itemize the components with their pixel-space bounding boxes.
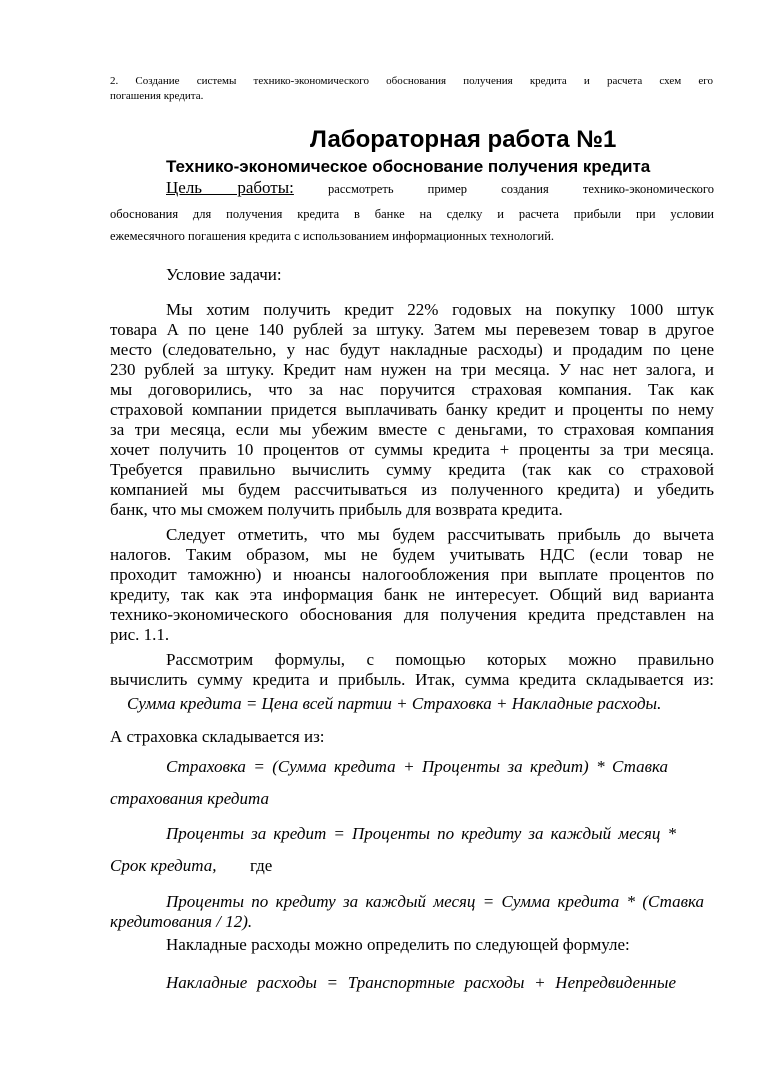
header-note-line-2: погашения кредита. xyxy=(110,90,204,102)
paragraph-1-line: мы договорились, что за нас поручится страховая компания. Так как xyxy=(110,380,714,399)
paragraph-3-line: вычислить сумму кредита и прибыль. Итак, сумма кредита складывается из: xyxy=(110,670,714,689)
paragraph-1-line: за три месяца, если мы убежим вместе с деньгами, то страховая компания xyxy=(110,420,714,439)
overhead-intro: Накладные расходы можно определить по следующей формуле: xyxy=(166,935,630,954)
formula-interest-line-1: Проценты за кредит = Проценты по кредиту за каждый месяц * xyxy=(166,824,676,843)
paragraph-1-line: Требуется правильно вычислить сумму кредита (так как со страховой xyxy=(110,460,714,479)
formula-credit-sum: Сумма кредита = Цена всей партии + Страховка + Накладные расходы. xyxy=(127,694,662,713)
formula-monthly-line-1: Проценты по кредиту за каждый месяц = Сумма кредита * (Ставка xyxy=(166,892,704,911)
paragraph-2-line: проходит таможню) и нюансы налогообложения при выплате процентов по xyxy=(110,565,714,584)
goal-line-3: ежемесячного погашения кредита с использованием информационных технологий. xyxy=(110,229,555,243)
paragraph-1-line: место (следовательно, у нас будут накладные расходы) и продадим по цене xyxy=(110,340,714,359)
formula-overhead: Накладные расходы = Транспортные расходы + Непредвиденные xyxy=(166,973,676,992)
where-word: где xyxy=(250,856,273,875)
paragraph-1-line: товара А по цене 140 рублей за штуку. Затем мы перевезем товар в другое xyxy=(110,320,714,339)
paragraph-1-line: страховой компании придется выплачивать банку кредит и проценты по нему xyxy=(110,400,714,419)
paragraph-2-line: налогов. Таким образом, мы не будем учитывать НДС (если товар не xyxy=(110,545,714,564)
header-note xyxy=(110,74,713,104)
formula-insurance-line-2: страхования кредита xyxy=(110,789,269,808)
insurance-intro: А страховка складывается из: xyxy=(110,727,325,746)
paragraph-2-line: кредиту, так как эта информация банк не интересует. Общий вид варианта xyxy=(110,585,714,604)
goal-line-2: обоснования для получения кредита в банке на сделку и расчета прибыли при условии xyxy=(110,207,714,221)
paragraph-1-line: Мы хотим получить кредит 22% годовых на покупку 1000 штук xyxy=(166,300,714,319)
task-heading: Условие задачи: xyxy=(166,265,282,284)
goal-label: Цель работы: xyxy=(166,178,294,197)
paragraph-1-line: банк, что мы сможем получить прибыль для возврата кредита. xyxy=(110,500,563,519)
formula-interest-line-2: Срок кредита, xyxy=(110,856,217,875)
paragraph-3-line: Рассмотрим формулы, с помощью которых можно правильно xyxy=(166,650,714,669)
paragraph-2-line: технико-экономического обоснования для получения кредита представлен на xyxy=(110,605,714,624)
goal-text-1: рассмотреть пример создания технико-экономического xyxy=(328,182,714,196)
formula-monthly-line-2: кредитования / 12). xyxy=(110,912,253,931)
header-note-line-1: 2. Создание системы технико-экономического обоснования получения кредита и расчета схем его xyxy=(110,75,713,87)
formula-insurance-line-1: Страховка = (Сумма кредита + Проценты за кредит) * Ставка xyxy=(166,757,668,776)
lab-title: Лабораторная работа №1 xyxy=(310,126,617,154)
paragraph-2-line: Следует отметить, что мы будем рассчитывать прибыль до вычета xyxy=(166,525,714,544)
paragraph-1-line: хочет получить 10 процентов от суммы кредита + проценты за три месяца. xyxy=(110,440,714,459)
lab-subtitle: Технико-экономическое обоснование получения кредита xyxy=(166,157,651,177)
paragraph-1-line: компанией мы будем рассчитываться из полученного кредита) и убедить xyxy=(110,480,714,499)
paragraph-2-line: рис. 1.1. xyxy=(110,625,170,644)
goal-line-1 xyxy=(166,178,714,199)
paragraph-1-line: 230 рублей за штуку. Кредит нам нужен на три месяца. У нас нет залога, и xyxy=(110,360,714,379)
